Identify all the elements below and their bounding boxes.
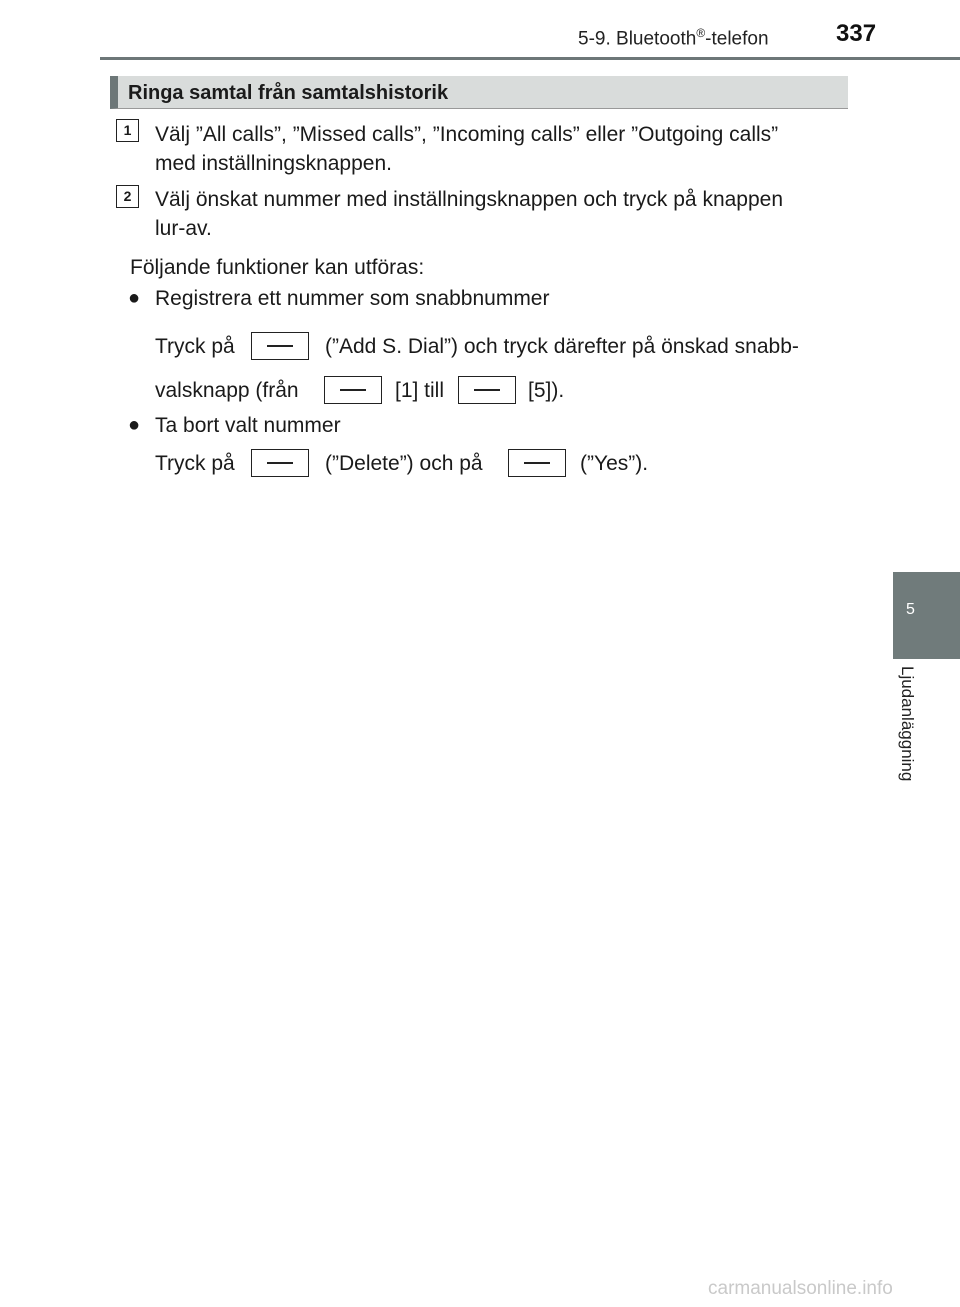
bullet-icon: ● bbox=[128, 287, 141, 309]
function-1-line-1b: (”Add S. Dial”) och tryck därefter på önskad snabb- bbox=[325, 335, 799, 358]
header-title-prefix: 5-9. Bluetooth bbox=[578, 28, 697, 50]
button-icon bbox=[474, 389, 500, 391]
button-placeholder bbox=[251, 332, 309, 360]
chapter-number: 5 bbox=[906, 601, 915, 618]
button-placeholder bbox=[324, 376, 382, 404]
function-1-line-1a: Tryck på bbox=[155, 335, 235, 358]
functions-intro: Följande funktioner kan utföras: bbox=[130, 256, 425, 279]
header-title-suffix: -telefon bbox=[705, 28, 769, 50]
function-1-line-2a: valsknapp (från bbox=[155, 379, 299, 402]
section-title: Ringa samtal från samtalshistorik bbox=[128, 82, 449, 104]
registered-mark: ® bbox=[696, 26, 706, 40]
button-placeholder bbox=[458, 376, 516, 404]
function-2-line-1c: (”Yes”). bbox=[580, 452, 649, 475]
step-number-1: 1 bbox=[116, 119, 139, 142]
button-icon bbox=[267, 345, 293, 347]
button-placeholder bbox=[508, 449, 566, 477]
running-header bbox=[578, 26, 769, 50]
function-1-line-2b: [1] till bbox=[395, 379, 445, 402]
bullet-icon: ● bbox=[128, 414, 141, 436]
button-placeholder bbox=[251, 449, 309, 477]
step-2-line-2: lur-av. bbox=[155, 217, 212, 240]
button-icon bbox=[340, 389, 366, 391]
step-1-line-1: Välj ”All calls”, ”Missed calls”, ”Incoming calls” eller ”Outgoing calls” bbox=[155, 123, 779, 146]
function-2-line-1b: (”Delete”) och på bbox=[325, 452, 483, 475]
step-2-line-1: Välj önskat nummer med inställningsknappen och tryck på knappen bbox=[155, 188, 784, 211]
step-number-2: 2 bbox=[116, 185, 139, 208]
header-rule bbox=[100, 57, 960, 60]
watermark: carmanualsonline.info bbox=[708, 1278, 893, 1299]
function-2-title: Ta bort valt nummer bbox=[155, 414, 341, 437]
button-icon bbox=[267, 462, 293, 464]
function-1-title: Registrera ett nummer som snabbnummer bbox=[155, 287, 550, 310]
function-2-line-1a: Tryck på bbox=[155, 452, 235, 475]
step-1-line-2: med inställningsknappen. bbox=[155, 152, 392, 175]
button-icon bbox=[524, 462, 550, 464]
chapter-label: Ljudanläggning bbox=[898, 666, 917, 782]
function-1-line-2c: [5]). bbox=[528, 379, 565, 402]
page-number: 337 bbox=[836, 20, 877, 47]
